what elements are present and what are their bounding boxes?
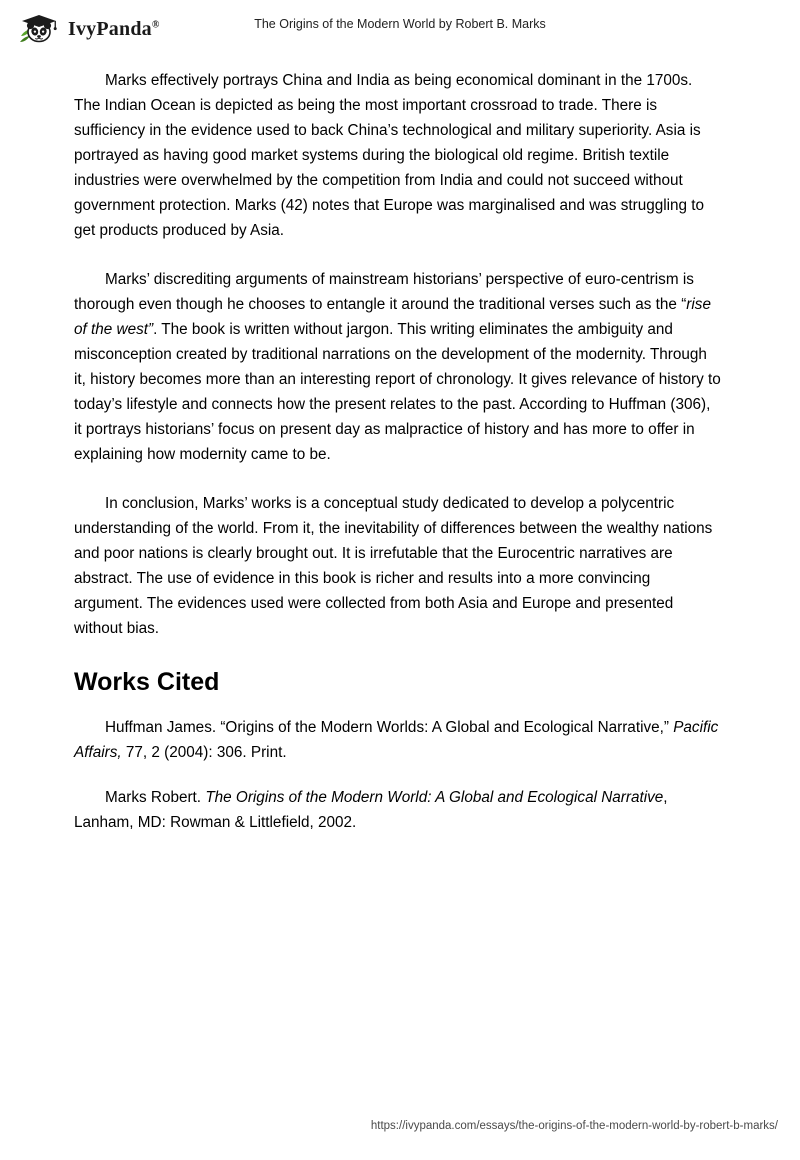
paragraph-2-italic: rise of the west”	[74, 296, 711, 338]
paragraph-1: Marks effectively portrays China and India as being economical dominant in the 1700s. The Indian Ocean is depicted as being the most important crossroad to trade. There is sufficiency in the evidence used to back China’s technological and military superiority. Asia is portrayed as having good market systems during the biological old regime. British textile industries were overwhelmed by the competition from India and could not succeed without government protection. Marks (42) notes that Europe was marginalised and was struggling to get products produced by Asia.	[74, 72, 705, 239]
reference-1	[74, 715, 722, 765]
works-cited-heading: Works Cited	[74, 668, 220, 696]
reference-2-italic: The Origins of the Modern World: A Global and Ecological Narrative	[205, 789, 664, 806]
paragraph-2-part1: Marks’ discrediting arguments of mainstream historians’ perspective of euro-centrism is thorough even though he chooses to entangle it around the traditional verses such as the “	[74, 271, 694, 313]
document-body	[74, 68, 722, 855]
reference-1-part1: Huffman James. “Origins of the Modern Worlds: A Global and Ecological Narrative,”	[105, 719, 674, 736]
reference-1-italic: Pacific Affairs,	[74, 719, 719, 761]
paragraph-3: In conclusion, Marks’ works is a conceptual study dedicated to develop a polycentric understanding of the world. From it, the inevitability of differences between the wealthy nations and poor nations is clearly brought out. It is irrefutable that the Eurocentric narratives are abstract. The use of evidence in this book is richer and results into a more convincing argument. The evidences used were collected from both Asia and Europe and presented without bias.	[74, 495, 713, 637]
page-header	[0, 0, 800, 56]
reference-1-part2: 77, 2 (2004): 306. Print.	[121, 744, 287, 761]
paragraph-2-part2: . The book is written without jargon. This writing eliminates the ambiguity and misconception created by traditional narrations on the development of the modernity. Through it, history becomes more than an interesting report of chronology. It gives relevance of history to today’s lifestyle and connects how the present relates to the past. According to Huffman (306), it portrays historians’ focus on present day as malpractice of history and has more to offer in explaining how modernity came to be.	[74, 321, 721, 463]
document-title: The Origins of the Modern World by Robert B. Marks	[254, 17, 546, 31]
reference-2	[74, 785, 722, 835]
paragraph-2	[74, 267, 722, 467]
source-url-link[interactable]: https://ivypanda.com/essays/the-origins-of-the-modern-world-by-robert-b-marks/	[370, 1120, 778, 1132]
reference-2-part1: Marks Robert.	[105, 789, 206, 806]
reference-2-part2: , Lanham, MD: Rowman & Littlefield, 2002.	[74, 789, 668, 831]
brand-name-text: IvyPanda	[68, 17, 152, 40]
registered-mark: ®	[151, 18, 160, 30]
